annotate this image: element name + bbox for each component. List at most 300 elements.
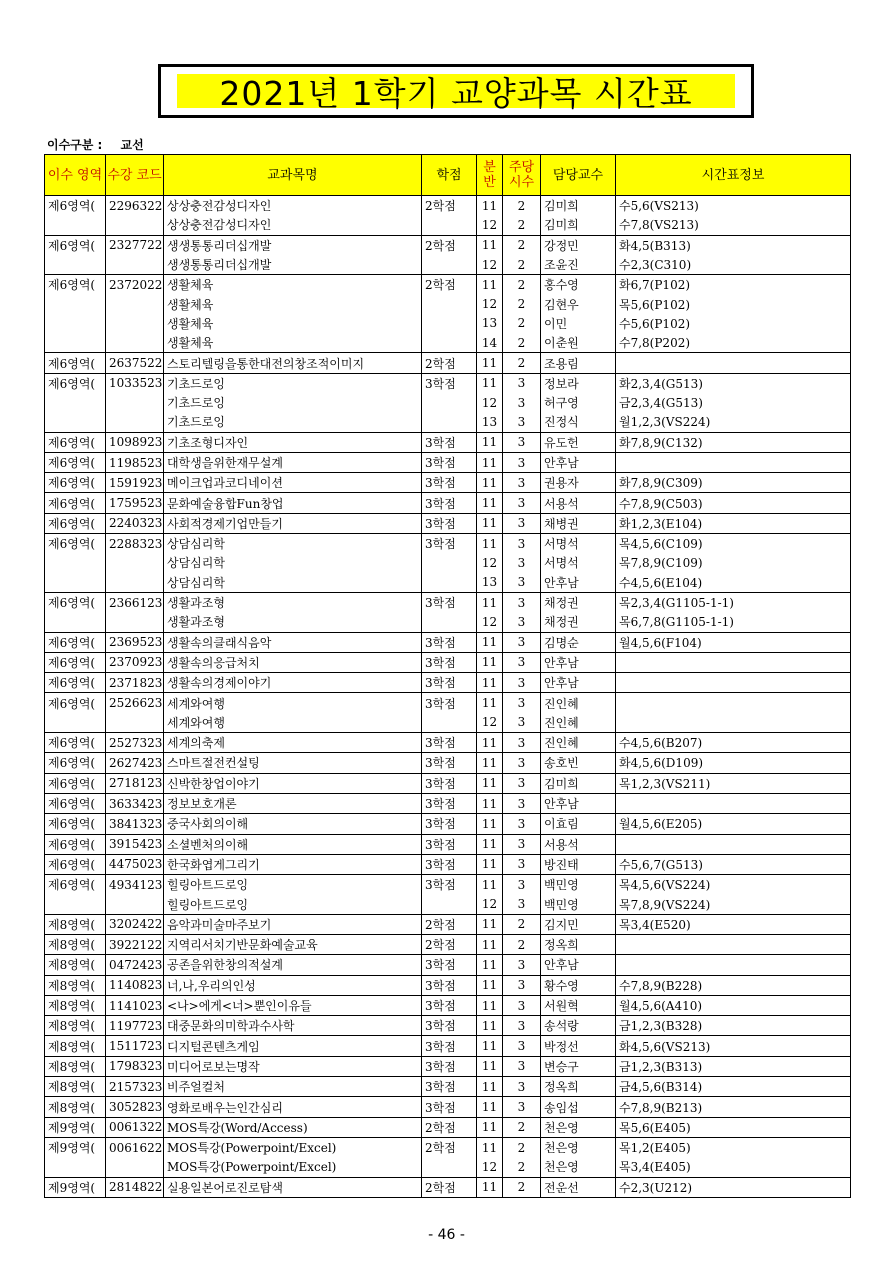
- area-cell: 제6영역(: [45, 196, 106, 216]
- area-cell: [45, 573, 106, 593]
- course-name-cell: 생활과조형: [164, 592, 422, 612]
- table-row: [45, 632, 851, 652]
- hours-cell: 3: [503, 573, 541, 593]
- credit-cell: [422, 412, 477, 432]
- hours-cell: 3: [503, 1056, 541, 1076]
- credit-cell: 3학점: [422, 693, 477, 713]
- credit-cell: [422, 894, 477, 914]
- hours-cell: 2: [503, 294, 541, 313]
- section-cell: 11: [477, 196, 503, 216]
- hours-cell: 3: [503, 553, 541, 572]
- section-cell: 11: [477, 1177, 503, 1197]
- section-cell: 11: [477, 275, 503, 295]
- schedule-cell: 수2,3(C310): [616, 255, 851, 275]
- credit-cell: 3학점: [422, 534, 477, 554]
- code-cell: 3922122: [106, 934, 164, 954]
- table-row: [45, 753, 851, 773]
- area-cell: 제6영역(: [45, 814, 106, 834]
- schedule-cell: 수5,6(P102): [616, 314, 851, 333]
- table-row: [45, 612, 851, 632]
- table-row: [45, 713, 851, 733]
- area-cell: [45, 612, 106, 632]
- section-cell: 11: [477, 673, 503, 693]
- header-area: 이수 영역: [45, 155, 106, 196]
- section-cell: 12: [477, 713, 503, 733]
- schedule-cell: 목5,6(E405): [616, 1117, 851, 1137]
- code-cell: 2370923: [106, 652, 164, 672]
- professor-cell: 서원혁: [541, 995, 616, 1015]
- section-cell: 12: [477, 894, 503, 914]
- hours-cell: 3: [503, 534, 541, 554]
- course-name-cell: 기초드로잉: [164, 373, 422, 393]
- professor-cell: 채정권: [541, 612, 616, 632]
- course-name-cell: 메이크업과코디네이션: [164, 473, 422, 493]
- hours-cell: 3: [503, 412, 541, 432]
- table-row: [45, 294, 851, 313]
- schedule-cell: 화4,5,6(D109): [616, 753, 851, 773]
- code-cell: [106, 412, 164, 432]
- section-cell: 13: [477, 314, 503, 333]
- credit-cell: 3학점: [422, 814, 477, 834]
- professor-cell: 안후남: [541, 652, 616, 672]
- credit-cell: [422, 573, 477, 593]
- table-row: [45, 773, 851, 793]
- code-cell: 2288323: [106, 534, 164, 554]
- course-name-cell: 중국사회의이해: [164, 814, 422, 834]
- credit-cell: 3학점: [422, 753, 477, 773]
- hours-cell: 3: [503, 1077, 541, 1097]
- professor-cell: 채병권: [541, 513, 616, 533]
- schedule-cell: [616, 934, 851, 954]
- professor-cell: 김미희: [541, 196, 616, 216]
- professor-cell: 방진태: [541, 854, 616, 874]
- hours-cell: 3: [503, 452, 541, 472]
- schedule-cell: 수4,5,6(B207): [616, 733, 851, 753]
- area-cell: 제6영역(: [45, 235, 106, 255]
- professor-cell: 이춘원: [541, 333, 616, 353]
- course-name-cell: 스마트절전컨설팅: [164, 753, 422, 773]
- area-cell: 제6영역(: [45, 673, 106, 693]
- header-row: [45, 155, 851, 196]
- code-cell: 1798323: [106, 1056, 164, 1076]
- hours-cell: 3: [503, 753, 541, 773]
- hours-cell: 3: [503, 693, 541, 713]
- credit-cell: 3학점: [422, 652, 477, 672]
- credit-cell: 3학점: [422, 854, 477, 874]
- course-name-cell: 대학생을위한재무설계: [164, 452, 422, 472]
- professor-cell: 서명석: [541, 534, 616, 554]
- professor-cell: 안후남: [541, 573, 616, 593]
- hours-cell: 2: [503, 1137, 541, 1157]
- professor-cell: 김미희: [541, 215, 616, 235]
- section-cell: 13: [477, 573, 503, 593]
- professor-cell: 안후남: [541, 793, 616, 813]
- hours-cell: 2: [503, 255, 541, 275]
- professor-cell: 이효림: [541, 814, 616, 834]
- schedule-cell: 목2,3,4(G1105-1-1): [616, 592, 851, 612]
- table-row: [45, 393, 851, 412]
- table-row: [45, 432, 851, 452]
- hours-cell: 3: [503, 632, 541, 652]
- professor-cell: 김현우: [541, 294, 616, 313]
- credit-cell: 2학점: [422, 275, 477, 295]
- area-cell: [45, 333, 106, 353]
- area-cell: [45, 1157, 106, 1177]
- course-name-cell: 디지털콘텐츠게임: [164, 1036, 422, 1056]
- credit-cell: 3학점: [422, 773, 477, 793]
- course-name-cell: 기초조형디자인: [164, 432, 422, 452]
- header-section: 분 반: [477, 155, 503, 196]
- hours-cell: 3: [503, 652, 541, 672]
- code-cell: [106, 894, 164, 914]
- area-cell: 제6영역(: [45, 753, 106, 773]
- table-row: [45, 693, 851, 713]
- hours-cell: 3: [503, 1016, 541, 1036]
- course-name-cell: <나>에게<너>뿐인이유들: [164, 995, 422, 1015]
- header-code: 수강 코드: [106, 155, 164, 196]
- table-row: [45, 854, 851, 874]
- table-row: [45, 934, 851, 954]
- schedule-cell: 수7,8,9(B228): [616, 975, 851, 995]
- section-cell: 11: [477, 235, 503, 255]
- table-row: [45, 412, 851, 432]
- course-name-cell: 너,나,우리의인성: [164, 975, 422, 995]
- professor-cell: 유도헌: [541, 432, 616, 452]
- table-row: [45, 652, 851, 672]
- section-cell: 12: [477, 255, 503, 275]
- course-name-cell: 기초드로잉: [164, 412, 422, 432]
- professor-cell: 안후남: [541, 673, 616, 693]
- code-cell: 4475023: [106, 854, 164, 874]
- professor-cell: 진인혜: [541, 733, 616, 753]
- course-name-cell: MOS특강(Powerpoint/Excel): [164, 1157, 422, 1177]
- area-cell: 제6영역(: [45, 534, 106, 554]
- course-name-cell: 미디어로보는명작: [164, 1056, 422, 1076]
- hours-cell: 3: [503, 733, 541, 753]
- section-cell: 11: [477, 1036, 503, 1056]
- schedule-cell: [616, 673, 851, 693]
- course-name-cell: 상상충전감성디자인: [164, 215, 422, 235]
- table-row: [45, 534, 851, 554]
- credit-cell: 2학점: [422, 235, 477, 255]
- professor-cell: 정옥희: [541, 934, 616, 954]
- schedule-cell: 목4,5,6(C109): [616, 534, 851, 554]
- area-cell: 제6영역(: [45, 773, 106, 793]
- course-name-cell: 생활체육: [164, 275, 422, 295]
- code-cell: 0472423: [106, 955, 164, 975]
- hours-cell: 2: [503, 353, 541, 373]
- hours-cell: 3: [503, 673, 541, 693]
- table-row: [45, 255, 851, 275]
- credit-cell: 2학점: [422, 914, 477, 934]
- area-cell: [45, 215, 106, 235]
- code-cell: 1197723: [106, 1016, 164, 1036]
- area-cell: 제9영역(: [45, 1117, 106, 1137]
- course-name-cell: 생활체육: [164, 333, 422, 353]
- schedule-cell: 월4,5,6(A410): [616, 995, 851, 1015]
- schedule-cell: 화4,5(B313): [616, 235, 851, 255]
- code-cell: [106, 713, 164, 733]
- header-hours: 주당 시수: [503, 155, 541, 196]
- credit-cell: [422, 393, 477, 412]
- credit-cell: [422, 255, 477, 275]
- hours-cell: 3: [503, 995, 541, 1015]
- professor-cell: 천은영: [541, 1117, 616, 1137]
- hours-cell: 3: [503, 612, 541, 632]
- section-cell: 11: [477, 854, 503, 874]
- credit-cell: [422, 1157, 477, 1177]
- header-prof: 담당교수: [541, 155, 616, 196]
- course-name-cell: 생활과조형: [164, 612, 422, 632]
- area-cell: 제6영역(: [45, 652, 106, 672]
- area-cell: 제6영역(: [45, 473, 106, 493]
- schedule-cell: 목5,6(P102): [616, 294, 851, 313]
- section-cell: 11: [477, 1056, 503, 1076]
- schedule-cell: [616, 353, 851, 373]
- table-row: [45, 1157, 851, 1177]
- hours-cell: 3: [503, 713, 541, 733]
- area-cell: 제6영역(: [45, 733, 106, 753]
- schedule-cell: 금1,2,3(B328): [616, 1016, 851, 1036]
- table-row: [45, 1016, 851, 1036]
- code-cell: 1033523: [106, 373, 164, 393]
- code-cell: 3915423: [106, 834, 164, 854]
- course-name-cell: MOS특강(Word/Access): [164, 1117, 422, 1137]
- schedule-cell: 수5,6,7(G513): [616, 854, 851, 874]
- code-cell: 2814822: [106, 1177, 164, 1197]
- section-cell: 13: [477, 412, 503, 432]
- section-cell: 11: [477, 493, 503, 513]
- code-cell: 4934123: [106, 875, 164, 895]
- table-row: [45, 894, 851, 914]
- professor-cell: 김미희: [541, 773, 616, 793]
- professor-cell: 서용석: [541, 493, 616, 513]
- course-name-cell: 실용일본어로진로탐색: [164, 1177, 422, 1197]
- credit-cell: 3학점: [422, 1036, 477, 1056]
- code-cell: [106, 314, 164, 333]
- course-name-cell: 지역리서치기반문화예술교육: [164, 934, 422, 954]
- area-cell: 제8영역(: [45, 914, 106, 934]
- schedule-cell: 목7,8,9(C109): [616, 553, 851, 572]
- credit-cell: [422, 713, 477, 733]
- course-name-cell: 신박한창업이야기: [164, 773, 422, 793]
- schedule-cell: 월1,2,3(VS224): [616, 412, 851, 432]
- table-row: [45, 452, 851, 472]
- area-cell: [45, 314, 106, 333]
- table-row: [45, 814, 851, 834]
- hours-cell: 3: [503, 773, 541, 793]
- course-name-cell: 생활속의응급처치: [164, 652, 422, 672]
- section-cell: 11: [477, 995, 503, 1015]
- hours-cell: 2: [503, 934, 541, 954]
- course-name-cell: 대중문화의미학과수사학: [164, 1016, 422, 1036]
- credit-cell: 3학점: [422, 955, 477, 975]
- course-name-cell: 상상충전감성디자인: [164, 196, 422, 216]
- hours-cell: 3: [503, 975, 541, 995]
- section-cell: 11: [477, 1137, 503, 1157]
- table-row: [45, 1177, 851, 1197]
- course-name-cell: 힐링아트드로잉: [164, 894, 422, 914]
- code-cell: 2526623: [106, 693, 164, 713]
- header-credit: 학점: [422, 155, 477, 196]
- professor-cell: 전운선: [541, 1177, 616, 1197]
- course-name-cell: 생활체육: [164, 314, 422, 333]
- code-cell: 2527323: [106, 733, 164, 753]
- hours-cell: 3: [503, 875, 541, 895]
- code-cell: 3052823: [106, 1097, 164, 1117]
- schedule-cell: 수7,8(P202): [616, 333, 851, 353]
- credit-cell: [422, 314, 477, 333]
- credit-cell: 2학점: [422, 353, 477, 373]
- credit-cell: 3학점: [422, 632, 477, 652]
- credit-cell: 2학점: [422, 1177, 477, 1197]
- table-row: [45, 975, 851, 995]
- table-row: [45, 995, 851, 1015]
- credit-cell: [422, 333, 477, 353]
- section-cell: 11: [477, 773, 503, 793]
- schedule-cell: 금4,5,6(B314): [616, 1077, 851, 1097]
- hours-cell: 2: [503, 275, 541, 295]
- table-row: [45, 793, 851, 813]
- area-cell: 제6영역(: [45, 353, 106, 373]
- schedule-cell: 수7,8,9(B213): [616, 1097, 851, 1117]
- hours-cell: 3: [503, 373, 541, 393]
- section-cell: 11: [477, 955, 503, 975]
- area-cell: 제8영역(: [45, 975, 106, 995]
- section-cell: 11: [477, 452, 503, 472]
- course-name-cell: 사회적경제기업만들기: [164, 513, 422, 533]
- area-cell: 제6영역(: [45, 632, 106, 652]
- professor-cell: 허구영: [541, 393, 616, 412]
- credit-cell: 3학점: [422, 875, 477, 895]
- course-name-cell: 생생통통리더십개발: [164, 255, 422, 275]
- course-name-cell: 생활체육: [164, 294, 422, 313]
- credit-cell: [422, 215, 477, 235]
- credit-cell: 3학점: [422, 793, 477, 813]
- course-name-cell: 문화예술융합Fun창업: [164, 493, 422, 513]
- professor-cell: 서명석: [541, 553, 616, 572]
- credit-cell: 3학점: [422, 1056, 477, 1076]
- section-cell: 11: [477, 693, 503, 713]
- area-cell: [45, 412, 106, 432]
- course-name-cell: 세계의축제: [164, 733, 422, 753]
- code-cell: 1141023: [106, 995, 164, 1015]
- section-cell: 11: [477, 814, 503, 834]
- area-cell: 제6영역(: [45, 834, 106, 854]
- code-cell: 3202422: [106, 914, 164, 934]
- header-name: 교과목명: [164, 155, 422, 196]
- schedule-cell: 수5,6(VS213): [616, 196, 851, 216]
- section-cell: 11: [477, 914, 503, 934]
- section-cell: 11: [477, 1097, 503, 1117]
- course-name-cell: 생생통통리더십개발: [164, 235, 422, 255]
- schedule-cell: 화7,8,9(C309): [616, 473, 851, 493]
- section-cell: 11: [477, 652, 503, 672]
- hours-cell: 2: [503, 215, 541, 235]
- professor-cell: 강정민: [541, 235, 616, 255]
- area-cell: 제6영역(: [45, 275, 106, 295]
- code-cell: 2627423: [106, 753, 164, 773]
- code-cell: 2296322: [106, 196, 164, 216]
- code-cell: 2637522: [106, 353, 164, 373]
- schedule-cell: 목1,2(E405): [616, 1137, 851, 1157]
- section-cell: 11: [477, 875, 503, 895]
- table-row: [45, 493, 851, 513]
- schedule-cell: 화1,2,3(E104): [616, 513, 851, 533]
- credit-cell: 3학점: [422, 733, 477, 753]
- professor-cell: 송임섭: [541, 1097, 616, 1117]
- course-name-cell: 공존을위한창의적설계: [164, 955, 422, 975]
- code-cell: 2327722: [106, 235, 164, 255]
- hours-cell: 2: [503, 1177, 541, 1197]
- course-name-cell: 생활속의클래식음악: [164, 632, 422, 652]
- code-cell: [106, 573, 164, 593]
- table-row: [45, 513, 851, 533]
- section-cell: 11: [477, 733, 503, 753]
- course-name-cell: 비주얼컬처: [164, 1077, 422, 1097]
- professor-cell: 박정선: [541, 1036, 616, 1056]
- table-row: [45, 1137, 851, 1157]
- credit-cell: 3학점: [422, 834, 477, 854]
- section-cell: 11: [477, 1016, 503, 1036]
- hours-cell: 2: [503, 235, 541, 255]
- area-cell: 제8영역(: [45, 995, 106, 1015]
- table-row: [45, 875, 851, 895]
- course-name-cell: 상담심리학: [164, 573, 422, 593]
- credit-cell: 3학점: [422, 1016, 477, 1036]
- area-cell: 제6영역(: [45, 432, 106, 452]
- area-cell: 제6영역(: [45, 793, 106, 813]
- section-cell: 11: [477, 834, 503, 854]
- table-row: [45, 235, 851, 255]
- schedule-cell: 목4,5,6(VS224): [616, 875, 851, 895]
- table-row: [45, 1097, 851, 1117]
- table-row: [45, 373, 851, 393]
- code-cell: 1591923: [106, 473, 164, 493]
- area-cell: [45, 255, 106, 275]
- section-cell: 12: [477, 215, 503, 235]
- schedule-cell: 화6,7(P102): [616, 275, 851, 295]
- hours-cell: 2: [503, 1157, 541, 1177]
- section-cell: 11: [477, 353, 503, 373]
- credit-cell: 3학점: [422, 373, 477, 393]
- professor-cell: 이민: [541, 314, 616, 333]
- professor-cell: 홍수영: [541, 275, 616, 295]
- schedule-cell: 목1,2,3(VS211): [616, 773, 851, 793]
- area-cell: 제8영역(: [45, 955, 106, 975]
- course-name-cell: MOS특강(Powerpoint/Excel): [164, 1137, 422, 1157]
- schedule-cell: 수7,8(VS213): [616, 215, 851, 235]
- page-number: - 46 -: [428, 1227, 465, 1243]
- area-cell: 제6영역(: [45, 875, 106, 895]
- professor-cell: 김지민: [541, 914, 616, 934]
- code-cell: 2371823: [106, 673, 164, 693]
- hours-cell: 3: [503, 592, 541, 612]
- course-name-cell: 한국화엽게그리기: [164, 854, 422, 874]
- section-cell: 11: [477, 1077, 503, 1097]
- section-cell: 14: [477, 333, 503, 353]
- hours-cell: 3: [503, 513, 541, 533]
- section-cell: 12: [477, 1157, 503, 1177]
- schedule-cell: [616, 793, 851, 813]
- schedule-cell: 월4,5,6(F104): [616, 632, 851, 652]
- hours-cell: 2: [503, 333, 541, 353]
- code-cell: 3841323: [106, 814, 164, 834]
- credit-cell: 3학점: [422, 513, 477, 533]
- professor-cell: 황수영: [541, 975, 616, 995]
- hours-cell: 3: [503, 1097, 541, 1117]
- credit-cell: [422, 553, 477, 572]
